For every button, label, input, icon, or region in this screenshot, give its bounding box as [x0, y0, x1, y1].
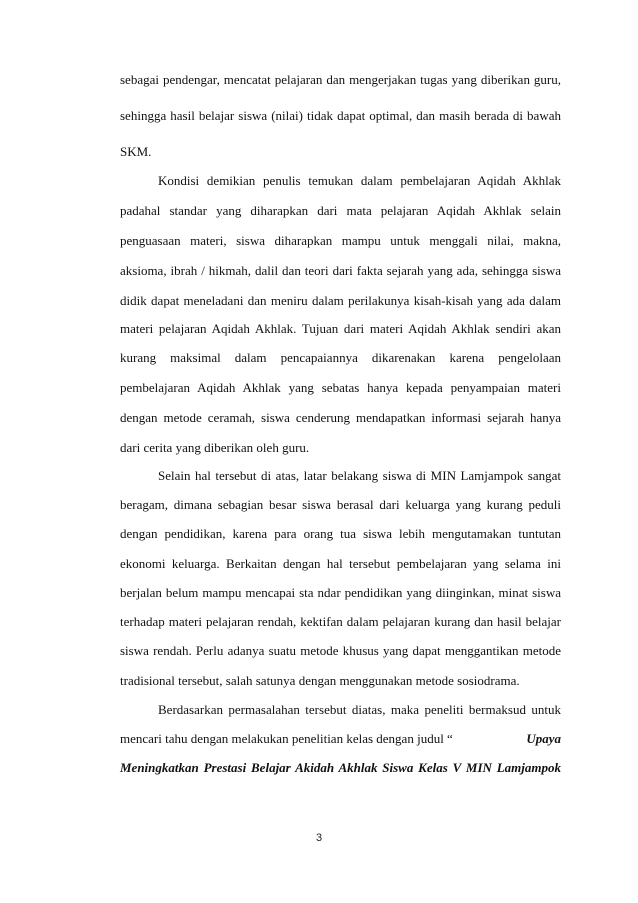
text-line: padahal standar yang diharapkan dari mata pelajaran Aqidah Akhlak selain [120, 203, 561, 218]
text-line: penguasaan materi, siswa diharapkan mampu untuk menggali nilai, makna, [120, 233, 561, 248]
text-line: berjalan belum mampu mencapai sta ndar pendidikan yang diinginkan, minat siswa [120, 585, 561, 600]
title-emphasis-line: Meningkatkan Prestasi Belajar Akidah Akhlak Siswa Kelas V MIN Lamjampok [120, 760, 561, 775]
text-line: dengan pendidikan, karena para orang tua siswa lebih mengutamakan tuntutan [120, 526, 561, 541]
text-line: kurang maksimal dalam pencapaiannya dikarenakan karena pengelolaan [120, 350, 561, 365]
text-line: SKM. [120, 144, 152, 159]
text-line: sehingga hasil belajar siswa (nilai) tidak dapat optimal, dan masih berada di bawah [120, 108, 561, 123]
text-line: dari cerita yang diberikan oleh guru. [120, 440, 310, 455]
text-line: ekonomi keluarga. Berkaitan dengan hal tersebut pembelajaran yang selama ini [120, 556, 561, 571]
text-line: beragam, dimana sebagian besar siswa berasal dari keluarga yang kurang peduli [120, 497, 561, 512]
paragraph-start-line: Berdasarkan permasalahan tersebut diatas, maka peneliti bermaksud untuk [158, 702, 561, 717]
text-line: sebagai pendengar, mencatat pelajaran dan mengerjakan tugas yang diberikan guru, [120, 72, 561, 87]
text-line: dengan metode ceramah, siswa cenderung mendapatkan informasi sejarah hanya [120, 410, 561, 425]
paragraph-start-line: Selain hal tersebut di atas, latar belakang siswa di MIN Lamjampok sangat [158, 468, 561, 483]
text-line: tradisional tersebut, salah satunya dengan menggunakan metode sosiodrama. [120, 673, 520, 688]
text-line: aksioma, ibrah / hikmah, dalil dan teori dari fakta sejarah yang ada, sehingga siswa [120, 263, 561, 278]
text-line: pembelajaran Aqidah Akhlak yang sebatas hanya kepada penyampaian materi [120, 380, 561, 395]
page-number: 3 [315, 832, 323, 844]
text-line: terhadap materi pelajaran rendah, kektifan dalam pelajaran kurang dan hasil belajar [120, 614, 561, 629]
text-line: materi pelajaran Aqidah Akhlak. Tujuan dari materi Aqidah Akhlak sendiri akan [120, 321, 561, 336]
text-line: didik dapat meneladani dan meniru dalam perilakunya kisah-kisah yang ada dalam [120, 293, 561, 308]
text-line: siswa rendah. Perlu adanya suatu metode khusus yang dapat menggantikan metode [120, 643, 561, 658]
text-line [120, 731, 561, 747]
paragraph-start-line: Kondisi demikian penulis temukan dalam pembelajaran Aqidah Akhlak [158, 173, 561, 188]
text-line-segment: mencari tahu dengan melakukan penelitian kelas dengan judul “ [120, 731, 453, 746]
title-emphasis-word: Upaya [526, 731, 561, 746]
